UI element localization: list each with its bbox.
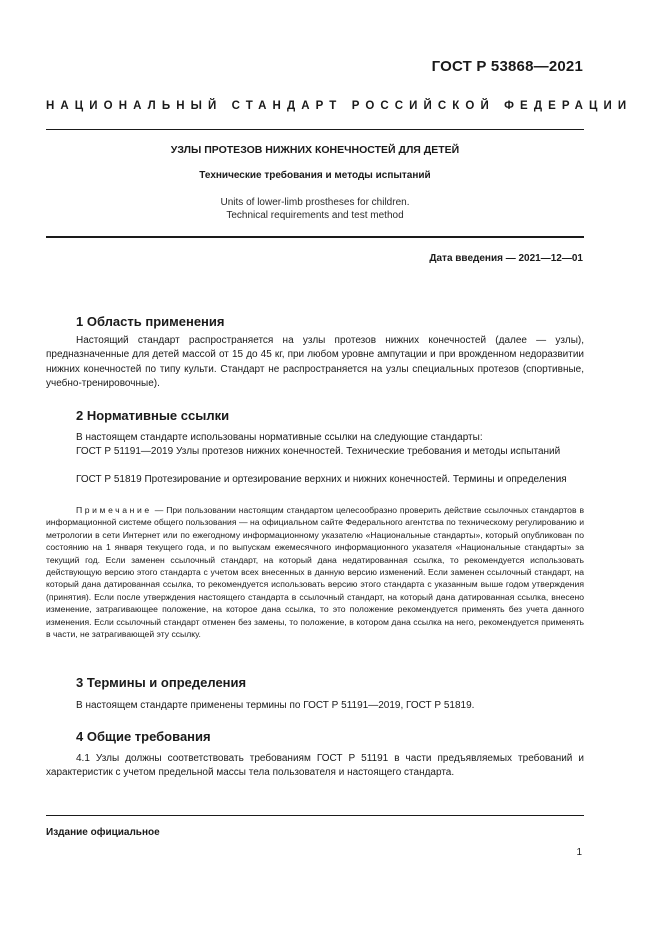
- introduction-date: Дата введения — 2021—12—01: [429, 253, 583, 264]
- page-number: 1: [576, 847, 582, 858]
- english-title: [46, 196, 584, 222]
- reference-gost-51819: ГОСТ Р 51819 Протезирование и ортезирование верхних и нижних конечностей. Термины и определения: [76, 474, 567, 485]
- section-2-note: [46, 504, 584, 640]
- section-1-text: Настоящий стандарт распространяется на узлы протезов нижних конечностей (далее — узлы), предназначенные для детей массой от 15 до 45 кг, при любом уровне ампутации и при врожденном недоразвитии нижних конечностей по типу культи. Стандарт не распространяется на узлы специальных протезов (спортивные, учебно-тренировочные).: [46, 335, 584, 389]
- official-edition-label: Издание официальное: [46, 827, 160, 838]
- section-4-text: 4.1 Узлы должны соответствовать требованиям ГОСТ Р 51191 в части предъявляемых требований и характеристик с учетом предельной массы тела пользователя и настоящего стандарта.: [46, 753, 584, 779]
- section-4-heading: 4 Общие требования: [76, 729, 211, 744]
- section-3-heading: 3 Термины и определения: [76, 675, 247, 690]
- national-standard-banner: НАЦИОНАЛЬНЫЙ СТАНДАРТ РОССИЙСКОЙ ФЕДЕРАЦИИ: [46, 100, 633, 112]
- english-title-line-2: Technical requirements and test method: [226, 210, 404, 221]
- title-divider: [46, 236, 584, 238]
- note-text: — При пользовании настоящим стандартом целесообразно проверить действие ссылочных стандартов в информационной системе общего пользования — на официальном сайте Федерального агентства по техническому регулированию и метрологии в сети Интернет или по ежегодному информационному указателю «Национальные стандарты», который опубликован по состоянию на 1 января текущего года, и по выпускам ежемесячного информационного указателя «Национальные стандарты» за текущий год. Если заменен ссылочный стандарт, на который дана недатированная ссылка, то рекомендуется использовать действующую версию этого стандарта с учетом всех внесенных в данную версию изменений. Если заменен ссылочный стандарт, на который дана датированная ссылка, то рекомендуется использовать версию этого стандарта с указанным выше годом утверждения (принятия). Если после утверждения настоящего стандарта в ссылочный стандарт, на который дана датированная ссылка, внесено изменение, затрагивающее положение, на которое дана ссылка, то это положение рекомендуется применять без учета данного изменения. Если ссылочный стандарт отменен без замены, то положение, в котором дана ссылка на него, рекомендуется применять в части, не затрагивающей эту ссылку.: [46, 505, 585, 640]
- reference-gost-51191: ГОСТ Р 51191—2019 Узлы протезов нижних конечностей. Технические требования и методы испытаний: [76, 446, 561, 457]
- document-code: ГОСТ Р 53868—2021: [431, 58, 583, 75]
- document-subtitle: Технические требования и методы испытаний: [199, 170, 431, 181]
- document-title: УЗЛЫ ПРОТЕЗОВ НИЖНИХ КОНЕЧНОСТЕЙ ДЛЯ ДЕТЕЙ: [170, 144, 460, 156]
- section-1-heading: 1 Область применения: [76, 314, 225, 329]
- section-2-intro: В настоящем стандарте использованы нормативные ссылки на следующие стандарты:: [76, 432, 483, 443]
- section-2-heading: 2 Нормативные ссылки: [76, 408, 230, 423]
- footer-divider: [46, 815, 584, 816]
- english-title-line-1: Units of lower-limb prostheses for children.: [220, 197, 410, 208]
- note-label: Примечание: [76, 505, 152, 515]
- section-3-text: В настоящем стандарте применены термины по ГОСТ Р 51191—2019, ГОСТ Р 51819.: [76, 700, 475, 711]
- header-divider: [46, 129, 584, 130]
